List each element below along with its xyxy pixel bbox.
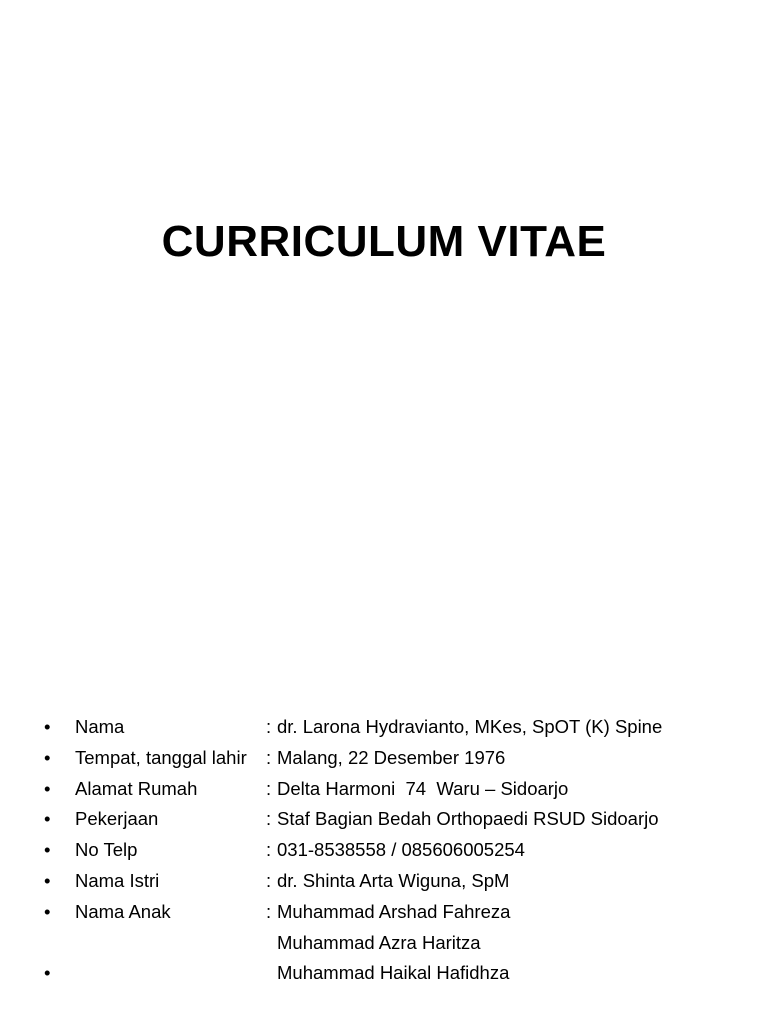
bullet: • [44, 900, 51, 922]
field-value: 031-8538558 / 085606005254 [277, 839, 525, 861]
colon: : [266, 869, 272, 891]
colon: : [266, 777, 272, 799]
colon: : [266, 716, 272, 737]
colon: : [266, 900, 272, 922]
field-label: Alamat Rumah [75, 777, 198, 799]
field-value: Muhammad Haikal Hafidhza [277, 962, 510, 984]
list-item-occupation [0, 804, 768, 835]
field-value: Muhammad Arshad Fahreza [277, 900, 511, 922]
colon: : [266, 808, 272, 830]
field-label: Nama Anak [75, 900, 171, 922]
field-value: Delta Harmoni 74 Waru – Sidoarjo [277, 777, 569, 799]
list-item-children [0, 897, 768, 928]
bullet: • [44, 839, 51, 861]
field-value: Staf Bagian Bedah Orthopaedi RSUD Sidoarjo [277, 808, 659, 830]
list-item-children-continued [0, 928, 768, 959]
colon: : [266, 746, 272, 768]
bullet: • [44, 746, 51, 768]
field-label: Tempat, tanggal lahir [75, 746, 247, 768]
list-item-nama [0, 712, 768, 743]
field-value: dr. Larona Hydravianto, MKes, SpOT (K) Spine [277, 716, 663, 737]
list-item-address [0, 774, 768, 805]
bullet: • [44, 777, 51, 799]
field-value: dr. Shinta Arta Wiguna, SpM [277, 869, 510, 891]
bullet: • [44, 962, 51, 984]
page-title: CURRICULUM VITAE [161, 217, 607, 266]
list-item-birth [0, 743, 768, 774]
field-value: Muhammad Azra Haritza [277, 931, 481, 953]
bullet: • [44, 869, 51, 891]
bullet: • [44, 716, 51, 737]
field-label: Nama [75, 716, 125, 737]
colon: : [266, 839, 272, 861]
field-value: Malang, 22 Desember 1976 [277, 746, 506, 768]
bullet: • [44, 808, 51, 830]
list-item-children-continued [0, 958, 768, 989]
cv-details-list [0, 712, 768, 989]
field-label: Pekerjaan [75, 808, 159, 830]
list-item-phone [0, 835, 768, 866]
field-label: No Telp [75, 839, 138, 861]
list-item-wife [0, 866, 768, 897]
field-label: Nama Istri [75, 869, 160, 891]
